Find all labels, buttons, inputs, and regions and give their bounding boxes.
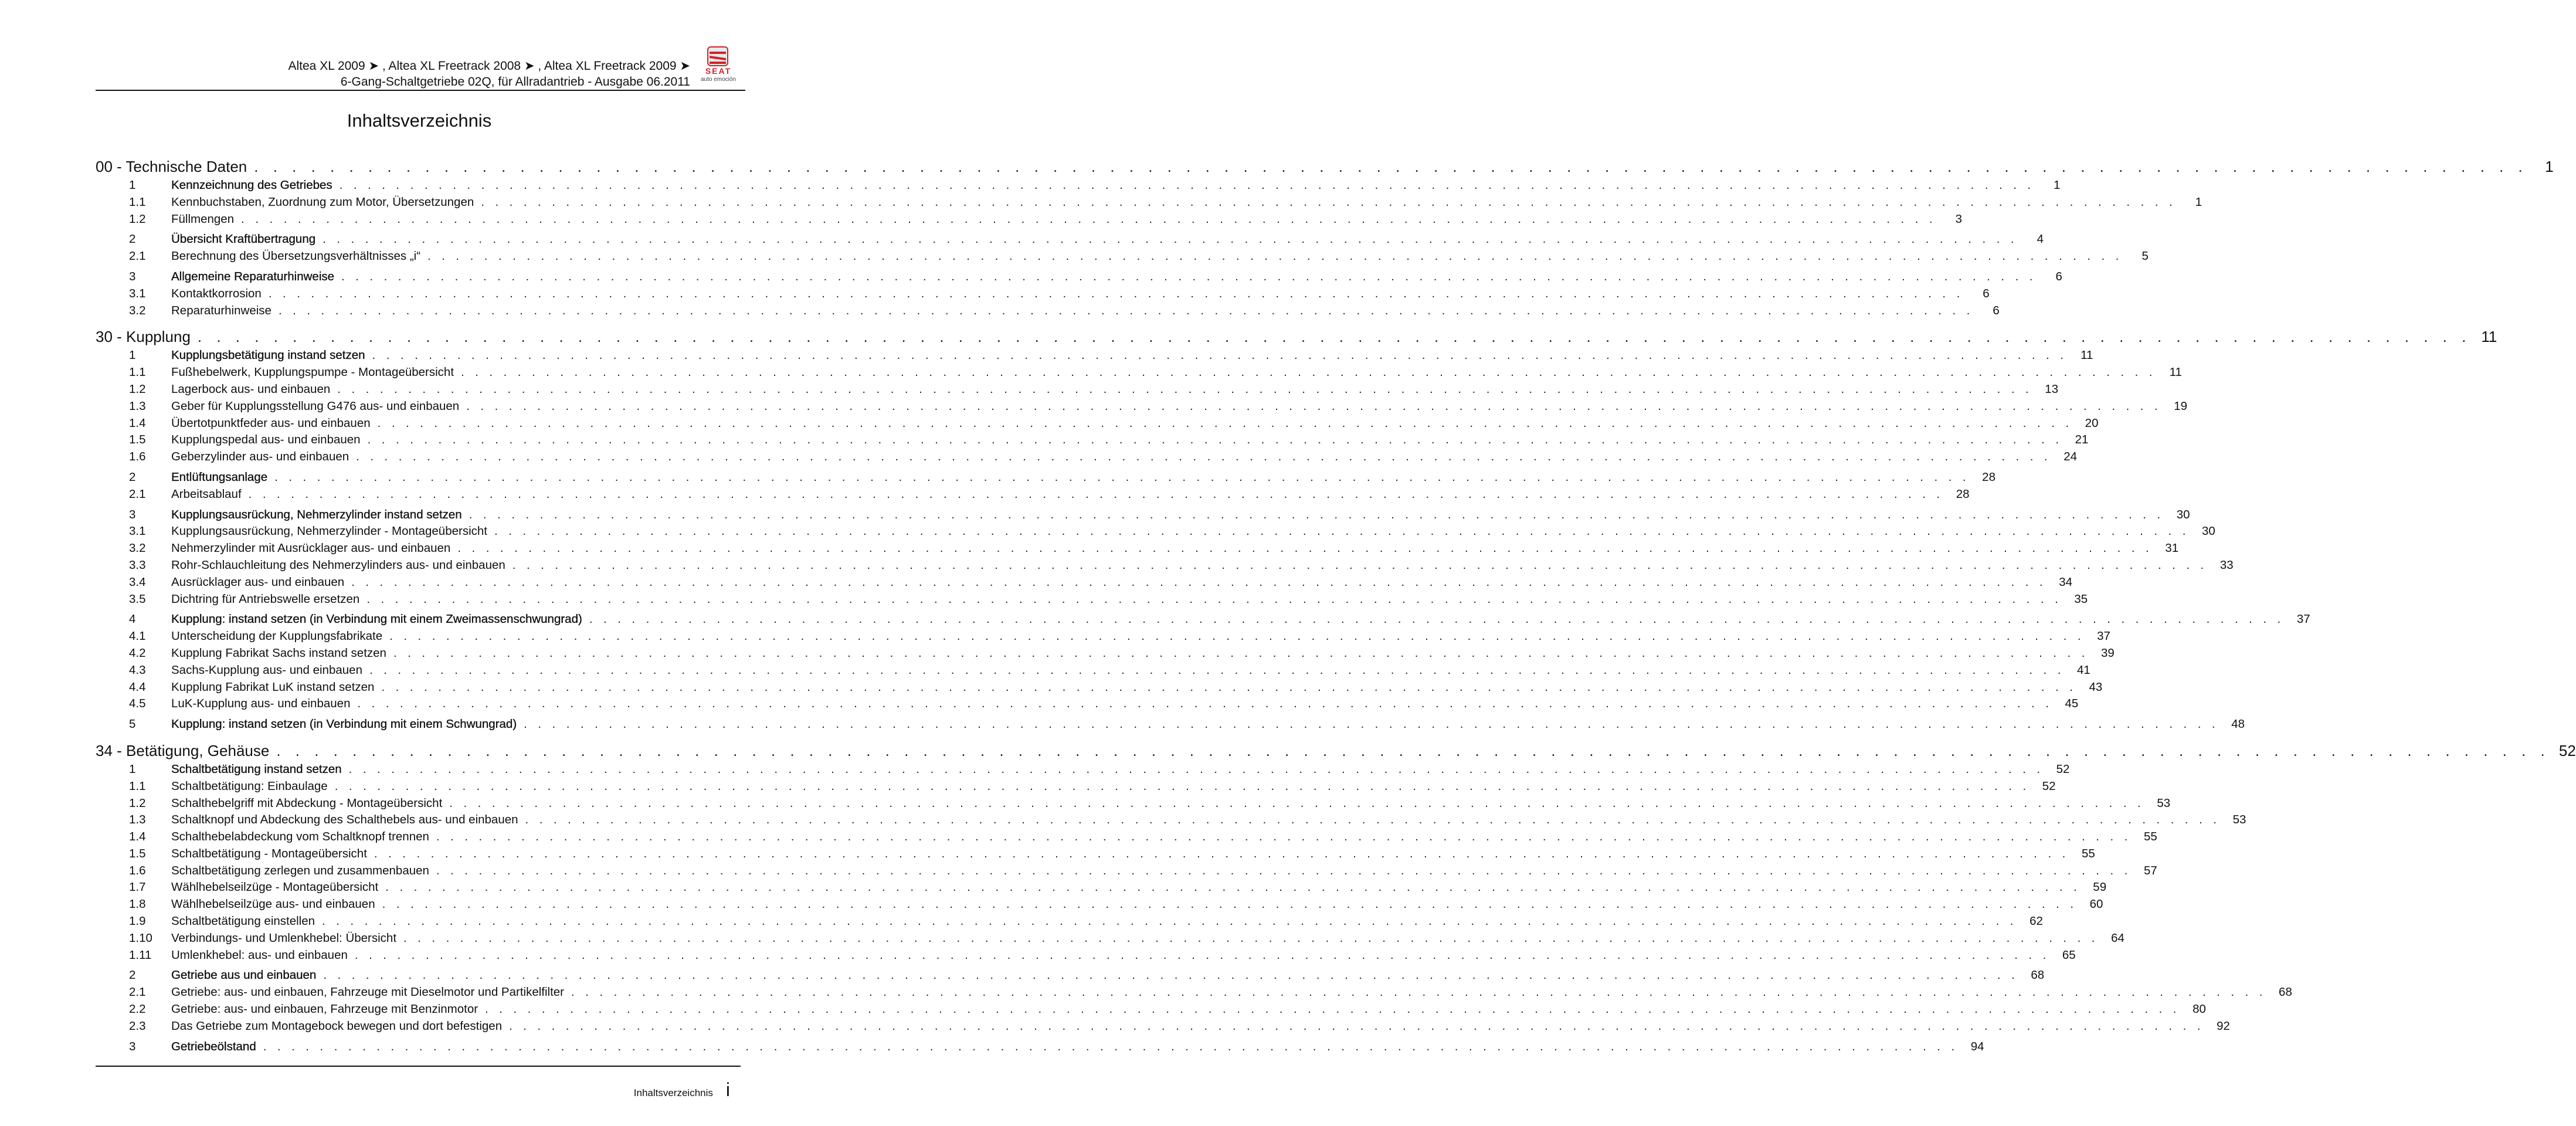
entry-title: Verbindungs- und Umlenkhebel: Übersicht — [171, 931, 397, 945]
entry-title: Umlenkhebel: aus- und einbauen — [171, 948, 348, 962]
entry-page: 41 — [2077, 663, 2090, 677]
entry-page: 37 — [2097, 629, 2110, 643]
dot-leader: . . . . . . . . . . . . . . . . . . . . . . . . . . . . . . . . . . . . . . . . . . . . . . . . . . . . . . . . . . . . . . . . . . . . . . . . . . . . . . . . . . . . . . . . . . . . . . . . . . . . . . . . . . . . . . . . . . . . . . . . — [571, 985, 2266, 999]
entry-title: Schaltbetätigung einstellen — [171, 914, 315, 928]
entry-page: 55 — [2081, 846, 2095, 860]
entry-number: 2 — [129, 968, 136, 982]
toc-entry[interactable] — [96, 194, 2202, 211]
entry-number: 1 — [129, 762, 136, 776]
svg-text:auto emoción: auto emoción — [700, 76, 737, 83]
entry-number: 3.5 — [129, 592, 146, 606]
dot-leader: . . . . . . . . . . . . . . . . . . . . . . . . . . . . . . . . . . . . . . . . . . . . . . . . . . . . . . . . . . . . . . . . . . . . . . . . . . . . . . . . . . . . . . . . . . . . . . . . . . . . . . . . . . . . . . . . . . . . . . . . — [427, 249, 2123, 263]
toc-group — [96, 611, 2310, 713]
toc-entry[interactable] — [96, 540, 2179, 557]
entry-number: 1.10 — [129, 931, 152, 945]
entry-title: Kennbuchstaben, Zuordnung zum Motor, Übersetzungen — [171, 195, 474, 209]
entry-page: 33 — [2219, 558, 2234, 572]
entry-number: 2 — [129, 232, 136, 246]
entry-title: Getriebe aus und einbauen — [171, 968, 317, 982]
dot-leader: . . . . . . . . . . . . . . . . . . . . . . . . . . . . . . . . . . . . . . . . . . . . . . . . . . . . . . . . . . . . . . . . . . . . . . . . . . . . . . . . . . . . . . . . . . . . . . . . . . . . . . . . . . . . . . . . . . . . . . . . — [469, 507, 2164, 521]
entry-title: Geber für Kupplungsstellung G476 aus- und einbauen — [171, 399, 460, 413]
toc-entry[interactable] — [96, 628, 2110, 645]
chapter-title: 30 - Kupplung — [96, 328, 191, 346]
entry-title: Füllmengen — [171, 212, 235, 226]
chapter-title: 34 - Betätigung, Gehäuse — [96, 741, 270, 759]
entry-number: 1.1 — [129, 779, 146, 793]
entry-number: 3 — [129, 1039, 136, 1053]
toc-entry[interactable] — [96, 812, 2246, 829]
entry-number: 1.5 — [129, 433, 146, 447]
dot-leader: . . . . . . . . . . . . . . . . . . . . . . . . . . . . . . . . . . . . . . . . . . . . . . . . . . . . . . . . . . . . . . . . . . . . . . . . . . . . . . . . . . . . . . . . . . . . . . . . . . . . . . . . . . . . . . . . . . . . . . . . — [241, 212, 1936, 226]
footer-page-number: i — [725, 1079, 730, 1100]
entry-title: Kupplungsausrückung, Nehmerzylinder - Montageübersicht — [171, 524, 487, 538]
entry-title: Lagerbock aus- und einbauen — [171, 382, 331, 396]
entry-number: 2.3 — [129, 1019, 146, 1033]
toc-entry[interactable] — [96, 231, 2044, 248]
entry-page: 35 — [2074, 592, 2088, 606]
dot-leader: . . . . . . . . . . . . . . . . . . . . . . . . . . . . . . . . . . . . . . . . . . . . . . . . . . . . . . . . . . . . . . . . . . . . . . . . . . . . . . . . . . . . . . . . . . . . . . . . . . . . . . . . . . . . . . . . . . . . . . . . — [494, 524, 2190, 538]
entry-title: Schaltbetätigung zerlegen und zusammenbauen — [171, 863, 429, 877]
toc-entry[interactable] — [96, 269, 2062, 286]
entry-page: 37 — [2296, 612, 2310, 626]
toc-entry[interactable] — [96, 645, 2115, 662]
dot-leader: . . . . . . . . . . . . . . . . . . . . . . . . . . . . . . . . . . . . . . . . . . . . . . . . . . . . . . . . . . . . . . . . . . . . . . . . . . . . . . . . . . . . . . . . . . . . . . . . . . . . . . . . . . . . . . . . . . . . . . . . — [367, 433, 2063, 447]
toc-entry[interactable] — [96, 967, 2045, 984]
entry-number: 5 — [129, 717, 136, 731]
dot-leader: . . . . . . . . . . . . . . . . . . . . . . . . . . . . . . . . . . . . . . . . . . . . . . . . . . . . . . . . . . . . . . . . . . . . . . . . . . . . . . . . . . . . . . . . . . . . . . . . . . . . . . . . . . . . . . . . . . . . . . . . — [449, 796, 2145, 810]
footer — [634, 1079, 730, 1101]
toc-entry[interactable] — [96, 557, 2234, 574]
entry-page: 57 — [2143, 863, 2157, 877]
entry-number: 1.3 — [129, 813, 146, 827]
dot-leader: . . . . . . . . . . . . . . . . . . . . . . . . . . . . . . . . . . . . . . . . . . . . . . . . . . . . . . . . . . . . . . . . . . . . . . . . . . . . . . . . . . . . . . . . . . . . . . . . . . . . . . . . . . . . . . . . . . . . . . . . — [377, 416, 2073, 430]
entry-number: 3.3 — [129, 558, 146, 572]
toc-entry[interactable] — [96, 778, 2056, 795]
entry-page: 45 — [2065, 697, 2079, 711]
entry-page: 53 — [2232, 813, 2246, 827]
entry-title: Wählhebelseilzüge - Montageübersicht — [171, 880, 379, 894]
entry-title: Getriebeölstand — [171, 1039, 256, 1053]
entry-page: 43 — [2089, 680, 2103, 694]
dot-leader: . . . . . . . . . . . . . . . . . . . . . . . . . . . . . . . . . . . . . . . . . . . . . . . . . . . . . . . . . . . . . . . . . . . . . . . . . . . . . . . . . . . . . . . . . . . . . . . . . . . . . . . . . . . . . . . . . . . . . . . . — [389, 629, 2085, 643]
toc-group — [96, 967, 2292, 1035]
toc-entry[interactable] — [96, 679, 2103, 696]
entry-title: Arbeitsablauf — [171, 487, 242, 501]
entry-number: 4.2 — [129, 646, 146, 660]
dot-leader: . . . . . . . . . . . . . . . . . . . . . . . . . . . . . . . . . . . . . . . . . . . . . . . . . . . . . . . . . . . . . . . . . . . . . . . . . . . . . . . . . . . . . . . . . . . . . . . . . . . . . . . . . . . . . . . . . . . . . . . . — [263, 1039, 1959, 1053]
entry-number: 1 — [129, 348, 136, 362]
entry-number: 3.2 — [129, 303, 146, 317]
dot-leader: . . . . . . . . . . . . . . . . . . . . . . . . . . . . . . . . . . . . . . . . . . . . . . . . . . . . . . . . . . . . . . . . . . . . . . . . . . . . . . . . . . . . . . . . . . . . . . . . . . . . . . . . . . . . . . . . . . . . . . . . — [509, 1019, 2204, 1033]
dot-leader: . . . . . . . . . . . . . . . . . . . . . . . . . . . . . . . . . . . . . . . . . . . . . . . . . . . . . . . . . . . . . . . . . . . . . . . . . . . . . . . . . . . . . . . . . . . . . . . . . . . . . . . . . . . . . . . . . . . . . . . . — [341, 269, 2037, 283]
toc-group — [96, 177, 2202, 228]
toc-entry[interactable] — [96, 591, 2088, 608]
toc-group — [96, 507, 2234, 608]
entry-page: 6 — [2055, 269, 2062, 283]
dot-leader: . . . . . . . . . . . . . . . . . . . . . . . . . . . . . . . . . . . . . . . . . . . . . . . . . . . . . . . . . . . . . . . . . . . . . . . . . . . . . . . . . . . . . . . . . . . . . . . . . . . . . . . . . . . . . . . . . . . . . . . . — [381, 680, 2077, 694]
svg-text:SEAT: SEAT — [705, 66, 732, 76]
entry-title: Kupplung Fabrikat Sachs instand setzen — [171, 646, 386, 660]
entry-page: 31 — [2165, 541, 2179, 555]
toc-entry[interactable] — [96, 248, 2149, 265]
entry-page: 6 — [1993, 303, 2000, 317]
entry-number: 1.2 — [129, 212, 146, 226]
toc-entry[interactable] — [96, 507, 2190, 524]
entry-title: LuK-Kupplung aus- und einbauen — [171, 697, 351, 711]
toc-group — [96, 469, 1995, 503]
entry-page: 92 — [2217, 1019, 2230, 1033]
entry-page: 30 — [2176, 507, 2190, 521]
header-vehicle-models: Altea XL 2009 ➤ , Altea XL Freetrack 2008 ➤ , Altea XL Freetrack 2009 ➤ — [288, 59, 690, 73]
entry-number: 1.2 — [129, 382, 146, 396]
entry-title: Schalthebelabdeckung vom Schaltknopf trennen — [171, 830, 429, 844]
entry-title: Berechnung des Übersetzungsverhältnisses „i“ — [171, 249, 421, 263]
entry-page: 59 — [2093, 880, 2107, 894]
entry-title: Getriebe: aus- und einbauen, Fahrzeuge mit Benzinmotor — [171, 1002, 478, 1016]
dot-leader: . . . . . . . . . . . . . . . . . . . . . . . . . . . . . . . . . . . . . . . . . . . . . . . . . . . . . . . . . . . . . . . . . . . . . . . . . . . . . . . . . . . . . . . . . . . . . . . . . . . . . . . . . . . . . . . . . . . . . . . . — [436, 830, 2132, 844]
toc-chapter[interactable] — [96, 326, 2497, 347]
header-rule — [96, 90, 745, 91]
toc-entry[interactable] — [96, 177, 2061, 194]
toc-chapter[interactable] — [96, 740, 2576, 761]
toc-entry[interactable] — [96, 486, 1970, 503]
dot-leader: . . . . . . . . . . . . . . . . . . . . . . . . . . . . . . . . . . . . . . . . . . . . . . . . . . . . . . . . . . . . . . . . . . . . . . . . . . . . . . . . . . . . . . . . . . . . . . . . . . . . . . . . . . . . . . . . . . . . . . . . — [436, 863, 2132, 877]
entry-title: Nehmerzylinder mit Ausrücklager aus- und einbauen — [171, 541, 451, 555]
entry-number: 2.1 — [129, 487, 146, 501]
toc-entry[interactable] — [96, 347, 2093, 364]
entry-title: Kupplung: instand setzen (in Verbindung mit einem Zweimassenschwungrad) — [171, 612, 582, 626]
toc-entry[interactable] — [96, 696, 2079, 713]
toc-entry[interactable] — [96, 761, 2070, 778]
toc-entry[interactable] — [96, 303, 2000, 320]
entry-title: Geberzylinder aus- und einbauen — [171, 450, 349, 464]
entry-page: 3 — [1955, 212, 1962, 226]
toc-entry[interactable] — [96, 211, 1962, 228]
entry-number: 3.4 — [129, 575, 146, 589]
dot-leader: . . . . . . . . . . . . . . . . . . . . . . . . . . . . . . . . . . . . . . . . . . . . . . . . . . . . . . . . . . . . . . . . . . . . . . . . . . . . . . . . . . . . . . . . . . . . . . . . . . . . . . . . . . . . . . . . . . . . . . . . — [334, 779, 2030, 793]
entry-number: 1.7 — [129, 880, 146, 894]
entry-page: 60 — [2089, 897, 2103, 911]
entry-page: 28 — [1982, 470, 1995, 484]
entry-page: 6 — [1983, 286, 1990, 300]
dot-leader: . . . . . . . . . . . . . . . . . . . . . . . . . . . . . . . . . . . . . . . . . . . . . . . . . . . . . . . . . . . . . . . . . . . . . . . . . . . . . . . . . . . . . . . . . . . . . . . . . . . . . . . . . . . . . . . . . . . . . . . . — [339, 178, 2035, 192]
page-title: Inhaltsverzeichnis — [347, 110, 492, 131]
entry-page: 11 — [2081, 348, 2093, 362]
entry-number: 1.6 — [129, 450, 146, 464]
toc-entry[interactable] — [96, 879, 2107, 896]
dot-leader: . . . . . . . . . . . . . . . . . . . . . . . . . . . . . . . . . . . . . . . . . . . . . . . . . . . . . . . . . . . . . . . . . . . . . . . . . . . . . . . . . . . . . . . . . . . . . . . . . . . . . . . . . . . . . . . . . . . . . . . . — [461, 365, 2156, 379]
entry-number: 4.1 — [129, 629, 146, 643]
chapter-page: 52 — [2558, 741, 2576, 759]
entry-title: Entlüftungsanlage — [171, 470, 268, 484]
entry-page: 68 — [2279, 985, 2292, 999]
toc-group — [96, 761, 2246, 964]
seat-logo — [695, 46, 742, 84]
entry-number: 1.1 — [129, 195, 146, 209]
entry-page: 80 — [2193, 1002, 2206, 1016]
toc-entry[interactable] — [96, 716, 2245, 733]
entry-page: 52 — [2042, 779, 2056, 793]
entry-number: 1.5 — [129, 846, 146, 860]
entry-number: 1.3 — [129, 399, 146, 413]
entry-page: 24 — [2063, 450, 2077, 464]
entry-page: 94 — [1970, 1039, 1984, 1053]
entry-page: 4 — [2037, 232, 2044, 246]
dot-leader: . . . . . . . . . . . . . . . . . . . . . . . . . . . . . . . . . . . . . . . . . . . . . . . . . . . . . . . . . . . . . . . . . . . . . . . . . . . . . . . . . . . . . . . . . . . . . . . . . . . . . . . . . . . . . . . . . . . . . . . . — [589, 612, 2285, 626]
entry-number: 2.1 — [129, 249, 146, 263]
entry-title: Allgemeine Reparaturhinweise — [171, 269, 335, 283]
entry-title: Schaltbetätigung - Montageübersicht — [171, 846, 367, 860]
entry-number: 2.2 — [129, 1002, 146, 1016]
entry-number: 1.1 — [129, 365, 146, 379]
toc-entry[interactable] — [96, 829, 2157, 846]
entry-title: Schaltbetätigung: Einbaulage — [171, 779, 328, 793]
entry-page: 55 — [2143, 830, 2157, 844]
entry-page: 39 — [2100, 646, 2115, 660]
entry-page: 64 — [2111, 931, 2124, 945]
entry-title: Rohr-Schlauchleitung des Nehmerzylinders aus- und einbauen — [171, 558, 505, 572]
toc-entry[interactable] — [96, 1039, 1984, 1056]
entry-title: Schaltknopf und Abdeckung des Schalthebels aus- und einbauen — [171, 813, 518, 827]
toc-entry[interactable] — [96, 381, 2059, 398]
entry-page: 1 — [2195, 195, 2202, 209]
dot-leader: . . . . . . . . . . . . . . . . . . . . . . . . . . . . . . . . . . . . . . . . . . . . . . . . . . . . . . . . . . . . . . . . . . . . . . . . . . . . . . . . . . . . . . . . . . . . . . . . . . . . . . . . . . . . . . . . . . . . . . . . — [322, 914, 2017, 928]
entry-page: 68 — [2031, 968, 2045, 982]
entry-number: 3.1 — [129, 524, 146, 538]
dot-leader: . . . . . . . . . . . . . . . . . . . . . . . . . . . . . . . . . . . . . . . . . . . . . . . . . . . . . . . . . . . . . . . . . . . . . . . . . . . . . . . . . . . . . . . . . . . . . . . . . . . . . . . . . . . . . . . . . . . . . . . . — [278, 303, 1974, 317]
entry-page: 30 — [2202, 524, 2215, 538]
toc-entry[interactable] — [96, 1001, 2206, 1018]
dot-leader: . . . . . . . . . . . . . . . . . . . . . . . . . . . . . . . . . . . . . . . . . . . . . . . . . . . . . . . . . . . . . . . . . . . . . . . . . . . . . . . . . . . . . . . . . . . . . . . . . . . . . . . . . . . . . . . . . . . . . . . . — [525, 813, 2221, 827]
dot-leader: . . . . . . . . . . . . . . . . . . . . . . . . . . . . . . . . . . . . . . . . . . . . . . . . . . . . . . . . . . . . . . . . . . . . . . . . . . . . . . . . . . . . . . . . . . . . . . . . . . . . . . . . . . . . . . . . . . . . . . . . — [323, 968, 2019, 982]
entry-page: 1 — [2054, 178, 2061, 192]
dot-leader: . . . . . . . . . . . . . . . . . . . . . . . . . . . . . . . . . . . . . . . . . . . . . . . . . . . . . . . . . . . . . . . . . . . . . . . . . . . . . . . . . . . . . . . . . . . . . . . . . . . . . . . . . . . . . . . . . . . . . . . . — [485, 1002, 2180, 1016]
chapter-page: 1 — [2545, 158, 2554, 175]
dot-leader: . . . . . . . . . . . . . . . . . . . . . . . . . . . . . . . . . . . . . . . . . . . . . . . . . . . . . . . . . . . . . . . . . . . . . . . . . . . . . . . . . . . . . . . . . . . . . . . . . . . . . . . . . . . . . . . . . . . . . . . . — [512, 558, 2208, 572]
entry-number: 2.1 — [129, 985, 146, 999]
entry-page: 34 — [2059, 575, 2073, 589]
dot-leader: . . . . . . . . . . . . . . . . . . . . . . . . . . . . . . . . . . . . . . . . . . . . . . . . . . . . . . . . . . . . . . . . . . . . . . . . . . . . . . . . . . . . . . . . . . . . . . . . . . . . . . . . . . . . . . . . . . . . . . . . — [254, 158, 2528, 175]
toc-entry[interactable] — [96, 611, 2310, 628]
header-manual-subtitle: 6-Gang-Schaltgetriebe 02Q, für Allradantrieb - Ausgabe 06.2011 — [340, 75, 690, 89]
toc-group — [96, 347, 2188, 466]
toc-entry[interactable] — [96, 415, 2099, 432]
entry-title: Kupplungsbetätigung instand setzen — [171, 348, 365, 362]
dot-leader: . . . . . . . . . . . . . . . . . . . . . . . . . . . . . . . . . . . . . . . . . . . . . . . . . . . . . . . . . . . . . . . . . . . . . . . . . . . . . . . . . . . . . . . . . . . . . . . . . . . . . . . . . . . . . . . . . . . . . . . . — [354, 948, 2050, 962]
table-of-contents — [96, 156, 2576, 1055]
entry-title: Das Getriebe zum Montagebock bewegen und dort befestigen — [171, 1019, 503, 1033]
dot-leader: . . . . . . . . . . . . . . . . . . . . . . . . . . . . . . . . . . . . . . . . . . . . . . . . . . . . . . . . . . . . . . . . . . . . . . . . . . . . . . . . . . . . . . . . . . . . . . . . . . . . . . . . . . . . . . . . . . . . . . . . — [337, 382, 2033, 396]
entry-title: Kupplung Fabrikat LuK instand setzen — [171, 680, 375, 694]
entry-number: 4.4 — [129, 680, 146, 694]
entry-number: 1.4 — [129, 416, 146, 430]
toc-group — [96, 269, 2062, 319]
entry-page: 11 — [2169, 365, 2182, 379]
entry-page: 53 — [2157, 796, 2171, 810]
toc-group — [96, 231, 2149, 265]
dot-leader: . . . . . . . . . . . . . . . . . . . . . . . . . . . . . . . . . . . . . . . . . . . . . . . . . . . . . . . . . . . . . . . . . . . . . . . . . . . . . . . . . . . . . . . . . . . . . . . . . . . . . . . . . . . . . . . . . . . . . . . . — [274, 470, 1970, 484]
entry-number: 1.4 — [129, 830, 146, 844]
entry-number: 3.2 — [129, 541, 146, 555]
entry-page: 52 — [2056, 762, 2070, 776]
dot-leader: . . . . . . . . . . . . . . . . . . . . . . . . . . . . . . . . . . . . . . . . . . . . . . . . . . . . . . . . . . . . . . . . . . . . . . . . . . . . . . . . . . . . . . . . . . . . . . . . . . . . . . . . . . . . . . . . . . . . . . . . — [197, 328, 2472, 346]
toc-entry[interactable] — [96, 795, 2171, 812]
entry-page: 48 — [2231, 717, 2245, 731]
toc-entry[interactable] — [96, 896, 2103, 913]
dot-leader: . . . . . . . . . . . . . . . . . . . . . . . . . . . . . . . . . . . . . . . . . . . . . . . . . . . . . . . . . . . . . . . . . . . . . . . . . . . . . . . . . . . . . . . . . . . . . . . . . . . . . . . . . . . . . . . . . . . . . . . . — [524, 717, 2219, 731]
toc-entry[interactable] — [96, 364, 2182, 381]
toc-entry[interactable] — [96, 574, 2073, 591]
toc-entry[interactable] — [96, 469, 1995, 486]
entry-title: Getriebe: aus- und einbauen, Fahrzeuge mit Dieselmotor und Partikelfilter — [171, 985, 565, 999]
dot-leader: . . . . . . . . . . . . . . . . . . . . . . . . . . . . . . . . . . . . . . . . . . . . . . . . . . . . . . . . . . . . . . . . . . . . . . . . . . . . . . . . . . . . . . . . . . . . . . . . . . . . . . . . . . . . . . . . . . . . . . . . — [356, 450, 2051, 464]
entry-number: 4.5 — [129, 697, 146, 711]
toc-entry[interactable] — [96, 432, 2089, 449]
toc-group — [96, 1039, 1984, 1056]
toc-entry[interactable] — [96, 913, 2043, 930]
toc-entry[interactable] — [96, 286, 1990, 303]
dot-leader: . . . . . . . . . . . . . . . . . . . . . . . . . . . . . . . . . . . . . . . . . . . . . . . . . . . . . . . . . . . . . . . . . . . . . . . . . . . . . . . . . . . . . . . . . . . . . . . . . . . . . . . . . . . . . . . . . . . . . . . . — [357, 697, 2053, 711]
entry-page: 5 — [2141, 249, 2149, 263]
toc-entry[interactable] — [96, 523, 2215, 540]
dot-leader: . . . . . . . . . . . . . . . . . . . . . . . . . . . . . . . . . . . . . . . . . . . . . . . . . . . . . . . . . . . . . . . . . . . . . . . . . . . . . . . . . . . . . . . . . . . . . . . . . . . . . . . . . . . . . . . . . . . . . . . . — [366, 592, 2062, 606]
entry-page: 28 — [1956, 487, 1970, 501]
entry-title: Unterscheidung der Kupplungsfabrikate — [171, 629, 383, 643]
dot-leader: . . . . . . . . . . . . . . . . . . . . . . . . . . . . . . . . . . . . . . . . . . . . . . . . . . . . . . . . . . . . . . . . . . . . . . . . . . . . . . . . . . . . . . . . . . . . . . . . . . . . . . . . . . . . . . . . . . . . . . . . — [248, 487, 1944, 501]
entry-page: 20 — [2085, 416, 2099, 430]
dot-leader: . . . . . . . . . . . . . . . . . . . . . . . . . . . . . . . . . . . . . . . . . . . . . . . . . . . . . . . . . . . . . . . . . . . . . . . . . . . . . . . . . . . . . . . . . . . . . . . . . . . . . . . . . . . . . . . . . . . . . . . . — [393, 646, 2089, 660]
entry-number: 1.9 — [129, 914, 146, 928]
chapter-title: 00 - Technische Daten — [96, 158, 247, 175]
entry-number: 1.8 — [129, 897, 146, 911]
entry-number: 3 — [129, 507, 136, 521]
footer-rule — [96, 1066, 741, 1067]
entry-title: Schalthebelgriff mit Abdeckung - Montageübersicht — [171, 796, 443, 810]
toc-entry[interactable] — [96, 947, 2076, 964]
toc-entry[interactable] — [96, 930, 2124, 947]
dot-leader: . . . . . . . . . . . . . . . . . . . . . . . . . . . . . . . . . . . . . . . . . . . . . . . . . . . . . . . . . . . . . . . . . . . . . . . . . . . . . . . . . . . . . . . . . . . . . . . . . . . . . . . . . . . . . . . . . . . . . . . . — [348, 762, 2044, 776]
dot-leader: . . . . . . . . . . . . . . . . . . . . . . . . . . . . . . . . . . . . . . . . . . . . . . . . . . . . . . . . . . . . . . . . . . . . . . . . . . . . . . . . . . . . . . . . . . . . . . . . . . . . . . . . . . . . . . . . . . . . . . . . — [481, 195, 2177, 209]
toc-entry[interactable] — [96, 1018, 2230, 1035]
dot-leader: . . . . . . . . . . . . . . . . . . . . . . . . . . . . . . . . . . . . . . . . . . . . . . . . . . . . . . . . . . . . . . . . . . . . . . . . . . . . . . . . . . . . . . . . . . . . . . . . . . . . . . . . . . . . . . . . . . . . . . . . — [369, 663, 2065, 677]
toc-entry[interactable] — [96, 449, 2077, 466]
entry-number: 3 — [129, 269, 136, 283]
toc-entry[interactable] — [96, 984, 2292, 1001]
toc-entry[interactable] — [96, 846, 2095, 863]
dot-leader: . . . . . . . . . . . . . . . . . . . . . . . . . . . . . . . . . . . . . . . . . . . . . . . . . . . . . . . . . . . . . . . . . . . . . . . . . . . . . . . . . . . . . . . . . . . . . . . . . . . . . . . . . . . . . . . . . . . . . . . . — [323, 232, 2018, 246]
dot-leader: . . . . . . . . . . . . . . . . . . . . . . . . . . . . . . . . . . . . . . . . . . . . . . . . . . . . . . . . . . . . . . . . . . . . . . . . . . . . . . . . . . . . . . . . . . . . . . . . . . . . . . . . . . . . . . . . . . . . . . . . — [466, 399, 2162, 413]
entry-number: 4 — [129, 612, 136, 626]
dot-leader: . . . . . . . . . . . . . . . . . . . . . . . . . . . . . . . . . . . . . . . . . . . . . . . . . . . . . . . . . . . . . . . . . . . . . . . . . . . . . . . . . . . . . . . . . . . . . . . . . . . . . . . . . . . . . . . . . . . . . . . . — [351, 575, 2047, 589]
entry-page: 21 — [2075, 433, 2089, 447]
toc-entry[interactable] — [96, 863, 2157, 880]
entry-title: Ausrücklager aus- und einbauen — [171, 575, 345, 589]
dot-leader: . . . . . . . . . . . . . . . . . . . . . . . . . . . . . . . . . . . . . . . . . . . . . . . . . . . . . . . . . . . . . . . . . . . . . . . . . . . . . . . . . . . . . . . . . . . . . . . . . . . . . . . . . . . . . . . . . . . . . . . . — [372, 348, 2068, 362]
entry-title: Kontaktkorrosion — [171, 286, 262, 300]
entry-title: Dichtring für Antriebswelle ersetzen — [171, 592, 360, 606]
entry-title: Kupplungsausrückung, Nehmerzylinder instand setzen — [171, 507, 462, 521]
entry-page: 65 — [2062, 948, 2076, 962]
dot-leader: . . . . . . . . . . . . . . . . . . . . . . . . . . . . . . . . . . . . . . . . . . . . . . . . . . . . . . . . . . . . . . . . . . . . . . . . . . . . . . . . . . . . . . . . . . . . . . . . . . . . . . . . . . . . . . . . . . . . . . . . — [382, 897, 2078, 911]
entry-page: 19 — [2174, 399, 2188, 413]
entry-title: Übertotpunktfeder aus- und einbauen — [171, 416, 371, 430]
entry-number: 1.6 — [129, 863, 146, 877]
entry-title: Kupplung: instand setzen (in Verbindung mit einem Schwungrad) — [171, 717, 517, 731]
entry-title: Kennzeichnung des Getriebes — [171, 178, 332, 192]
dot-leader: . . . . . . . . . . . . . . . . . . . . . . . . . . . . . . . . . . . . . . . . . . . . . . . . . . . . . . . . . . . . . . . . . . . . . . . . . . . . . . . . . . . . . . . . . . . . . . . . . . . . . . . . . . . . . . . . . . . . . . . . — [403, 931, 2099, 945]
entry-page: 62 — [2029, 914, 2043, 928]
entry-number: 2 — [129, 470, 136, 484]
toc-entry[interactable] — [96, 662, 2090, 679]
dot-leader: . . . . . . . . . . . . . . . . . . . . . . . . . . . . . . . . . . . . . . . . . . . . . . . . . . . . . . . . . . . . . . . . . . . . . . . . . . . . . . . . . . . . . . . . . . . . . . . . . . . . . . . . . . . . . . . . . . . . . . . . — [457, 541, 2153, 555]
chapter-page: 11 — [2481, 328, 2497, 346]
entry-number: 3.1 — [129, 286, 146, 300]
entry-title: Sachs-Kupplung aus- und einbauen — [171, 663, 362, 677]
toc-group — [96, 716, 2245, 733]
entry-title: Reparaturhinweise — [171, 303, 271, 317]
entry-number: 4.3 — [129, 663, 146, 677]
toc-chapter[interactable] — [96, 156, 2554, 177]
toc-entry[interactable] — [96, 398, 2188, 415]
dot-leader: . . . . . . . . . . . . . . . . . . . . . . . . . . . . . . . . . . . . . . . . . . . . . . . . . . . . . . . . . . . . . . . . . . . . . . . . . . . . . . . . . . . . . . . . . . . . . . . . . . . . . . . . . . . . . . . . . . . . . . . . — [268, 286, 1964, 300]
dot-leader: . . . . . . . . . . . . . . . . . . . . . . . . . . . . . . . . . . . . . . . . . . . . . . . . . . . . . . . . . . . . . . . . . . . . . . . . . . . . . . . . . . . . . . . . . . . . . . . . . . . . . . . . . . . . . . . . . . . . . . . . — [385, 880, 2081, 894]
entry-page: 13 — [2045, 382, 2059, 396]
entry-title: Wählhebelseilzüge aus- und einbauen — [171, 897, 375, 911]
entry-title: Übersicht Kraftübertragung — [171, 232, 316, 246]
entry-number: 1.2 — [129, 796, 146, 810]
entry-title: Kupplungspedal aus- und einbauen — [171, 433, 361, 447]
entry-number: 1.11 — [129, 948, 152, 962]
footer-label: Inhaltsverzeichnis — [633, 1087, 713, 1098]
entry-title: Fußhebelwerk, Kupplungspumpe - Montageübersicht — [171, 365, 454, 379]
dot-leader: . . . . . . . . . . . . . . . . . . . . . . . . . . . . . . . . . . . . . . . . . . . . . . . . . . . . . . . . . . . . . . . . . . . . . . . . . . . . . . . . . . . . . . . . . . . . . . . . . . . . . . . . . . . . . . . . . . . . . . . . — [276, 741, 2550, 759]
entry-number: 1 — [129, 178, 136, 192]
dot-leader: . . . . . . . . . . . . . . . . . . . . . . . . . . . . . . . . . . . . . . . . . . . . . . . . . . . . . . . . . . . . . . . . . . . . . . . . . . . . . . . . . . . . . . . . . . . . . . . . . . . . . . . . . . . . . . . . . . . . . . . . — [374, 846, 2069, 860]
entry-title: Schaltbetätigung instand setzen — [171, 762, 342, 776]
